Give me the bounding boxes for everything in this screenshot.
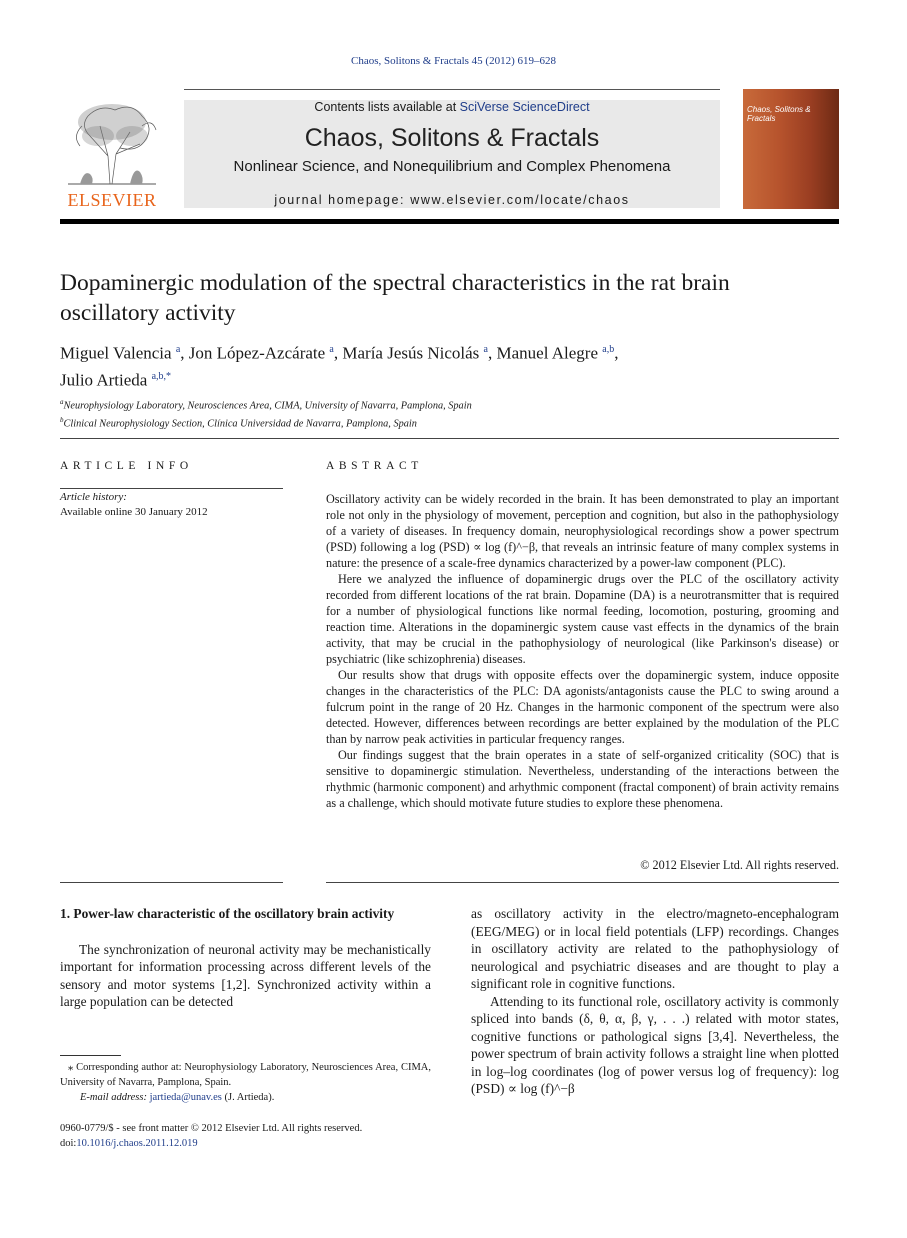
journal-homepage [184, 193, 720, 207]
affiliation-item [60, 413, 760, 431]
author-affiliation-sup[interactable]: a [175, 344, 181, 355]
affiliation-marker: b [60, 416, 64, 425]
section-heading: 1. Power-law characteristic of the oscillatory brain activity [60, 906, 395, 921]
journal-cover-image [743, 89, 839, 209]
homepage-prefix: journal homepage: [274, 193, 411, 207]
author-affiliation-sup[interactable]: a,b,* [151, 370, 172, 382]
divider [60, 882, 283, 883]
author-name: Julio Artieda [60, 370, 148, 390]
affiliation-marker: a [60, 398, 64, 406]
issn-block [60, 1121, 431, 1151]
contents-available-line [184, 100, 720, 114]
issn-line: 0960-0779/$ - see front matter © 2012 Elsevier Ltd. All rights reserved. [60, 1123, 363, 1134]
article-title: Dopaminergic modulation of the spectral characteristics in the rat brain oscillatory activity [60, 270, 730, 326]
sciencedirect-link[interactable]: SciVerse ScienceDirect [459, 100, 590, 114]
divider [60, 438, 839, 439]
abstract-paragraph: Here we analyzed the influence of dopaminergic drugs over the PLC of the oscillatory activity recorded from different locations of the rat brain. Dopamine (DA) is a neurotransmitter that is required for a number of physiological functions like normal feeding, locomotion, posturing, grooming and reaction time. Alterations in the dopaminergic system cause vast effects in the dynamics of the brain activity, that may be crucial in the pathophysiology of neurological (like Parkinson's disease) or psychiatric (like schizophrenia) diseases. [326, 572, 839, 666]
cover-title: Chaos, Solitons & Fractals [747, 105, 811, 123]
author-name: Jon López-Azcárate [188, 343, 326, 363]
email-line [60, 1090, 431, 1105]
email-link[interactable]: jartieda@unav.es [149, 1092, 222, 1103]
body-paragraph: as oscillatory activity in the electro/magneto-encephalogram (EEG/MEG) or in local field potentials (LFP) recordings. Changes in oscillatory activity are related to the pathophysiology of neurological and psychiatric diseases and are thought to play a significant role in cognitive functions. [471, 906, 839, 991]
footnote-rule [60, 1055, 121, 1056]
body-column-left [60, 905, 431, 1011]
article-history-label: Article history: [60, 491, 127, 503]
affiliation-item [60, 395, 760, 413]
author-name: Miguel Valencia [60, 343, 172, 363]
doi-label: doi: [60, 1138, 77, 1149]
corresponding-author-note: ⁎ Corresponding author at: Neurophysiology Laboratory, Neurosciences Area, CIMA, University of Navarra, Pamplona, Spain. [60, 1062, 431, 1088]
contents-prefix: Contents lists available at [314, 100, 460, 114]
affiliations [60, 395, 760, 432]
author-list: Miguel Valencia $^a$, Jon López-Azcárate $^a$, María Jesús Nicolás $^a$, Manuel Alegre $^{a,b}$, Julio Artieda $^{a,b,*}$ [60, 343, 619, 390]
elsevier-wordmark: ELSEVIER [67, 190, 157, 210]
affiliation-text: Neurophysiology Laboratory, Neurosciences Area, CIMA, University of Navarra, Pamplona, Spain [63, 400, 472, 412]
journal-name: Chaos, Solitons & Fractals [304, 124, 600, 152]
author-affiliation-sup[interactable]: a,b [602, 344, 615, 355]
divider [60, 488, 283, 489]
footnote [60, 1060, 431, 1105]
doi-line [60, 1136, 431, 1151]
author-affiliation-sup[interactable]: a [483, 344, 488, 355]
divider [326, 882, 839, 883]
affiliation-text: Clinical Neurophysiology Section, Clínica Universidad de Navarra, Pamplona, Spain [63, 418, 417, 430]
body-paragraph: The synchronization of neuronal activity may be mechanistically important for information processing across different levels of the sensory and motor systems [1,2]. Synchronized activity within a large population can be detected [60, 941, 431, 1009]
elsevier-logo [60, 96, 164, 208]
email-suffix: (J. Artieda). [224, 1092, 275, 1103]
journal-banner [184, 100, 720, 208]
abstract-body [326, 491, 839, 811]
journal-citation[interactable]: Chaos, Solitons & Fractals 45 (2012) 619–628 [350, 55, 557, 67]
homepage-link[interactable]: www.elsevier.com/locate/chaos [410, 193, 630, 207]
abstract-heading: ABSTRACT [326, 460, 423, 472]
author-name: Manuel Alegre [496, 343, 598, 363]
body-paragraph: Attending to its functional role, oscillatory activity is commonly spliced into bands (δ, θ, α, β, γ, . . .) related with motor states, cognitive functions or pathological signs [3,4]. Nevertheless, the power spectrum of brain activity follows a straight line when plotted in log–log coordinates (log of power versus log of frequency): log (PSD) ∝ log (f)^−β [471, 993, 839, 1096]
article-info-heading: ARTICLE INFO [60, 460, 193, 472]
abstract-paragraph: Our results show that drugs with opposite effects over the dopaminergic system, induce opposite changes in the characteristics of the PLC: DA agonists/antagonists cause the PLC to swing around a fulcrum point in the range of 20 Hz. Changes in the harmonic component of the spectrum were also detected. However, differences between recordings are better explained by the modulation of the PLC than by narrow peak activities in particular frequency ranges. [326, 668, 839, 746]
body-column-right [471, 905, 839, 1098]
author-affiliation-sup[interactable]: a [329, 344, 334, 355]
article-history-value: Available online 30 January 2012 [60, 506, 208, 518]
author-name: María Jesús Nicolás [342, 343, 480, 363]
doi-link[interactable]: 10.1016/j.chaos.2011.12.019 [76, 1138, 198, 1149]
journal-subtitle: Nonlinear Science, and Nonequilibrium and Complex Phenomena [233, 158, 671, 175]
header-thick-rule [60, 219, 839, 224]
abstract-paragraph: Oscillatory activity can be widely recorded in the brain. It has been demonstrated to play an important role not only in the physiology of movement, perception and cognition, but also in the pathophysiology of a variety of diseases. In frequency domain, neurophysiological recordings show a power spectrum (PSD) following a log (PSD) ∝ log (f)^−β, that reveals an intrinsic feature of many complex systems in nature: the presence of a scale-free dynamics characterized by a power-law component (PLC). [326, 492, 839, 570]
header-rule [184, 89, 720, 90]
abstract-paragraph: Our findings suggest that the brain operates in a state of self-organized criticality (SOC) that is sensitive to dopaminergic stimulation. Nevertheless, understanding of the interactions between the rhythmic (harmonic component) and arhythmic component (fractal component) of brain activity remains as a challenge, which should motivate future studies to explore these phenomena. [326, 748, 839, 810]
email-label: E-mail address: [80, 1092, 147, 1103]
copyright-notice: © 2012 Elsevier Ltd. All rights reserved. [640, 858, 839, 872]
